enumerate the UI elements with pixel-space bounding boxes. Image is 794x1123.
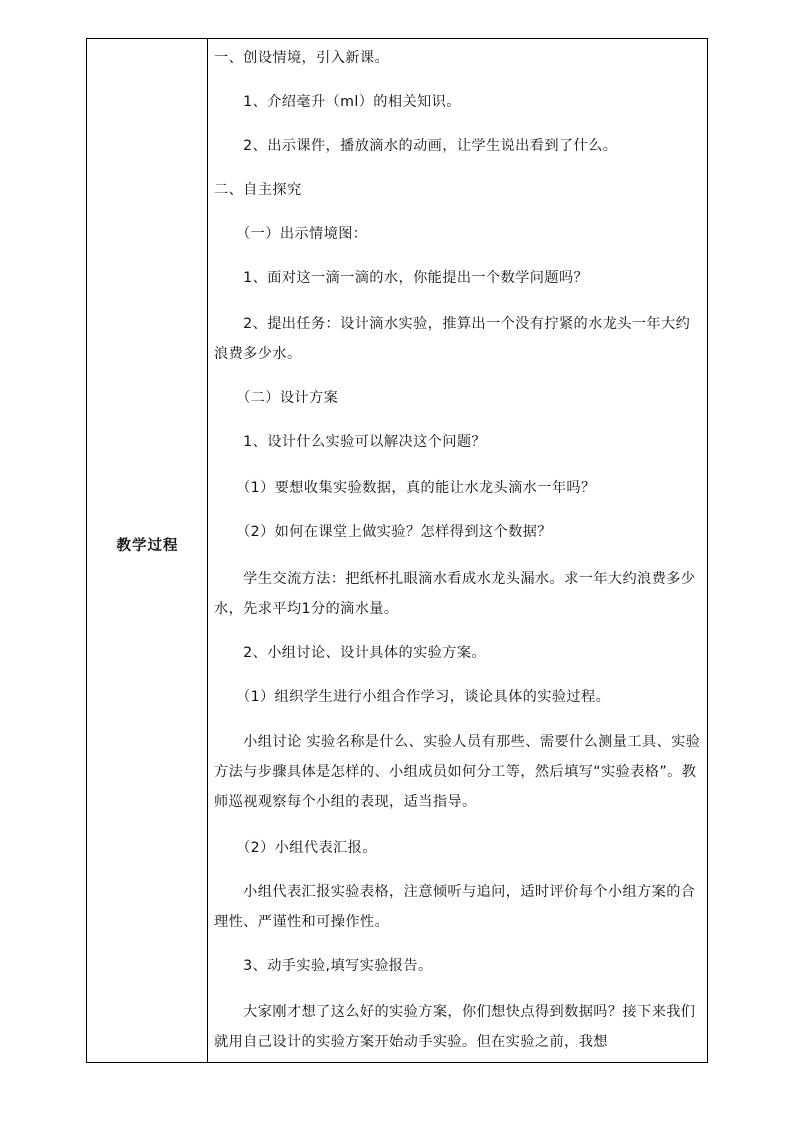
paragraph: （1）组织学生进行小组合作学习，谈论具体的实验过程。 bbox=[214, 689, 611, 705]
paragraph: （2）小组代表汇报。 bbox=[214, 840, 377, 856]
paragraph: （二）设计方案 bbox=[214, 390, 339, 406]
paragraph: 大家刚才想了这么好的实验方案，你们想快点得到数据吗？接下来我们就用自己设计的实验方案开始动手实验。但在实验之前，我想 bbox=[214, 1004, 696, 1050]
paragraph: （1）要想收集实验数据，真的能让水龙头滴水一年吗？ bbox=[214, 480, 596, 496]
paragraph: 2、出示课件，播放滴水的动画，让学生说出看到了什么。 bbox=[214, 138, 618, 154]
paragraph: 小组代表汇报实验表格，注意倾听与追问，适时评价每个小组方案的合理性、严谨性和可操作性。 bbox=[214, 884, 696, 930]
paragraph: 二、自主探究 bbox=[214, 182, 302, 198]
paragraph: （一）出示情境图： bbox=[214, 226, 368, 242]
paragraph: 1、介绍毫升（ml）的相关知识。 bbox=[214, 94, 461, 110]
paragraph: 2、小组讨论、设计具体的实验方案。 bbox=[214, 645, 487, 661]
paragraph: 小组讨论 实验名称是什么、实验人员有那些、需要什么测量工具、实验方法与步骤具体是怎样的、小组成员如何分工等，然后填写“实验表格”。教师巡视观察每个小组的表现，适当指导。 bbox=[214, 734, 701, 810]
lesson-table bbox=[86, 38, 708, 1063]
paragraph: （2）如何在课堂上做实验？怎样得到这个数据？ bbox=[214, 524, 552, 540]
paragraph: 学生交流方法：把纸杯扎眼滴水看成水龙头漏水。求一年大约浪费多少水，先求平均1分的滴水量。 bbox=[214, 571, 696, 617]
paragraph: 2、提出任务：设计滴水实验，推算出一个没有拧紧的水龙头一年大约浪费多少水。 bbox=[214, 316, 691, 362]
paragraph: 一、创设情境，引入新课。 bbox=[214, 50, 390, 66]
paragraph: 1、面对这一滴一滴的水，你能提出一个数学问题吗？ bbox=[214, 270, 589, 286]
row-label: 教学过程 bbox=[116, 538, 179, 554]
paragraph: 1、设计什么实验可以解决这个问题？ bbox=[214, 434, 487, 450]
content-cell bbox=[208, 39, 707, 1062]
paragraph: 3、动手实验,填写实验报告。 bbox=[214, 958, 433, 974]
row-label-cell bbox=[87, 39, 208, 1062]
